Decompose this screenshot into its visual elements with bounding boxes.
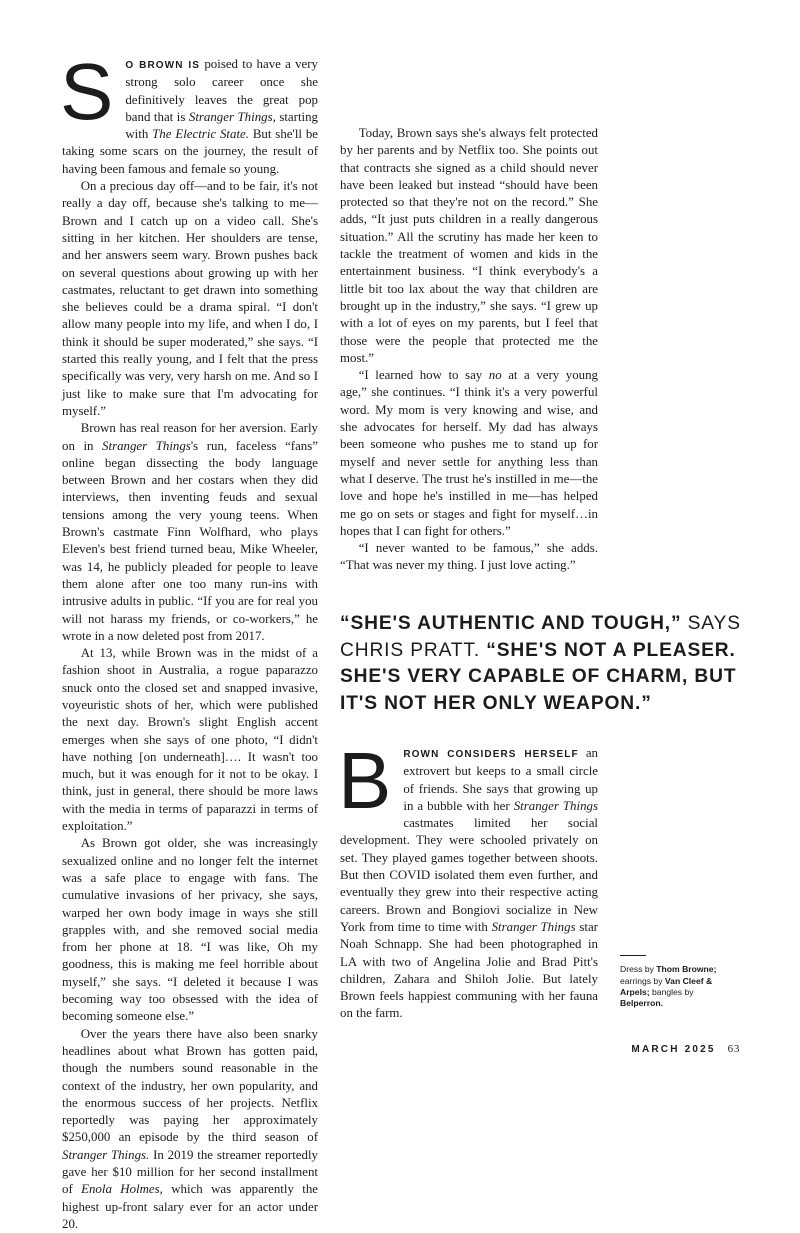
credit-text: bangles by <box>649 987 694 997</box>
pull-quote-attribution: SAYS CHRIS PRATT. <box>340 613 741 661</box>
text-run: poised to have a very strong solo career once she definitively leaves the great pop band that is <box>125 57 318 124</box>
credit-brand: Thom Browne; <box>656 964 717 975</box>
lead-in: O BROWN IS <box>125 60 201 71</box>
text-run: Over the years there have also been snarky headlines about what Brown has gotten paid, though the numbers sound reasonable in the context of the industry, her own popularity, and the enormous success of her projects. Netflix reportedly was paying her approximately $250,000 an episode by the third season of <box>62 1026 318 1145</box>
italic-title: Stranger Things <box>513 798 598 813</box>
text-run: star Noah Schnapp. She had been photographed in LA with two of Angelina Jolie and Brad Pitt's children, Zahara and Shiloh Jolie. But lately Brown feels happiest communing with her fauna on the farm. <box>340 919 598 1021</box>
text-run: Brown has real reason for her aversion. Early on in <box>62 421 318 453</box>
text-run: an extrovert but keeps to a small circle of friends. She says that growing up in a bubble with her <box>403 746 598 813</box>
text-run: 's run, faceless “fans” online began dissecting the body language between Brown and her costars when they did interviews, then inventing feuds and sexual tensions among the very young teens. When Brown's castmate Finn Wolfhard, who plays Eleven's best friend turned beau, Mike Wheeler, was 14, he publicly pleaded for people to leave them alone after one too many run-ins with intrusive adults in public. “If you are for real you will not harass my friends, or co-workers,” he wrote in a now deleted post from 2017. <box>62 438 318 643</box>
pull-quote <box>340 611 760 717</box>
text-run: which was apparently the highest up-front salary ever for an actor under 20. <box>62 1182 319 1231</box>
text-run: In 2019 the streamer reportedly gave her $10 million for her second installment of <box>62 1147 318 1197</box>
italic-title: The Electric State. <box>152 127 249 142</box>
paragraph: As Brown got older, she was increasingly sexualized online and no longer felt the internet was a safe place to engage with fans. The cumulative invasions of her privacy, she says, warped her own body image in ways she still grapples with, and she removed social media from her phone at 18. “I was like, Oh my goodness, this is making me feel horrible about myself,” she says. “I deleted it because I was becoming way too obsessed with the idea of becoming someone else.” <box>62 836 318 1024</box>
credits-rule <box>620 955 646 956</box>
page-number: 63 <box>727 1043 740 1055</box>
text-run: at a very young age,” she continues. “I think it's a very powerful word. My mom is very knowing and wise, and she advocates for herself. My dad has always been someone who pushes me to stand up for myself and never settle for anything less than what I deserve. The trust he's instilled in me—the love and hope he's instilled in me—has helped me go on sets or stages and fight for myself…in hopes that I can fight for others.” <box>340 368 599 538</box>
italic-title: Stranger Things <box>102 438 191 453</box>
italic-title: Stranger Things. <box>62 1147 150 1162</box>
text-run: castmates limited her social development. They were schooled privately on set. They played games together between shoots. But then COVID isolated them even further, and eventually they grew into their respective acting careers. Brown and Bongiovi socialize in New York from time to time with <box>340 816 598 934</box>
italic-title: Stranger Things <box>491 919 576 934</box>
fashion-credits <box>620 955 720 1010</box>
credit-brand: Van Cleef & Arpels; <box>620 975 713 997</box>
pull-quote-part: “SHE'S AUTHENTIC AND TOUGH,” <box>340 613 682 634</box>
credit-brand: Belperron. <box>620 998 663 1009</box>
lead-in: ROWN CONSIDERS HERSELF <box>403 749 579 760</box>
drop-cap: B <box>338 736 392 825</box>
text-run: But she'll be taking some scars on the journey, the result of having been famous and female so young. <box>62 127 318 176</box>
article-column-left <box>60 47 319 1233</box>
credit-text: earrings by <box>620 975 665 986</box>
paragraph <box>338 736 598 1023</box>
drop-cap: S <box>60 47 114 136</box>
italic-word: no <box>488 368 502 383</box>
paragraph: “I never wanted to be famous,” she adds. “That was never my thing. I just love acting.” <box>340 541 598 573</box>
paragraph: On a precious day off—and to be fair, it's not really a day off, because she's talking to me—Brown and I catch up on a video call. She's sitting in her kitchen. Her shoulders are tense, and her answers seem wary. Brown pushes back on several questions about growing up with her castmates, reluctant to get drawn into something she believes could be a drama spiral. “I don't allow many people into my life, and when I do, I think it should be super moderated,” she says. “I started this really young, and I felt that the press specifically was very, very harsh on me. And so I just like to make sure that I'm advocating for myself.” <box>62 179 318 418</box>
paragraph <box>340 367 598 540</box>
text-run: starting with <box>125 109 319 142</box>
article-section-2 <box>338 736 598 1023</box>
paragraph <box>62 420 318 645</box>
article-column-right <box>340 56 598 575</box>
paragraph: Today, Brown says she's always felt protected by her parents and by Netflix too. She points out that contracts she signed as a child should never have been leaked but instead “should have been protected so that they're not on the record.” She adds, “It just puts children in a really dangerous situation.” All the scrutiny has made her keen to tackle the treatment of women and kids in the entertainment business. “I think everybody's a little bit too lax about the way that children are brought up in the industry,” she says. “I grew up with a lot of eyes on my parents, but I feel that those were the people that protected me the most.” <box>340 126 598 365</box>
paragraph <box>62 1026 318 1233</box>
pull-quote-part: “SHE'S NOT A PLEASER. SHE'S VERY CAPABLE OF CHARM, BUT IT'S NOT HER ONLY WEAPON.” <box>340 639 737 714</box>
italic-title: Enola Holmes, <box>81 1182 163 1197</box>
text-run: “I learned how to say <box>358 368 489 383</box>
page-footer <box>631 1043 740 1055</box>
italic-title: Stranger Things, <box>188 109 276 124</box>
paragraph: At 13, while Brown was in the midst of a fashion shoot in Australia, a rogue paparazzo snuck onto the closed set and snapped invasive, voyeuristic shots of her, which were published the next day. Brown's slight English accent emerges when she says of one photo, “I didn't have nothing [on underneath]…. It wasn't too much, but it was enough for it not to be okay. I think, just in general, there should be more laws with the media in terms of paparazzi in terms of exploitation.” <box>62 646 318 834</box>
credit-text: Dress by <box>620 964 657 975</box>
issue-date: MARCH 2025 <box>631 1044 716 1055</box>
paragraph <box>60 47 319 178</box>
